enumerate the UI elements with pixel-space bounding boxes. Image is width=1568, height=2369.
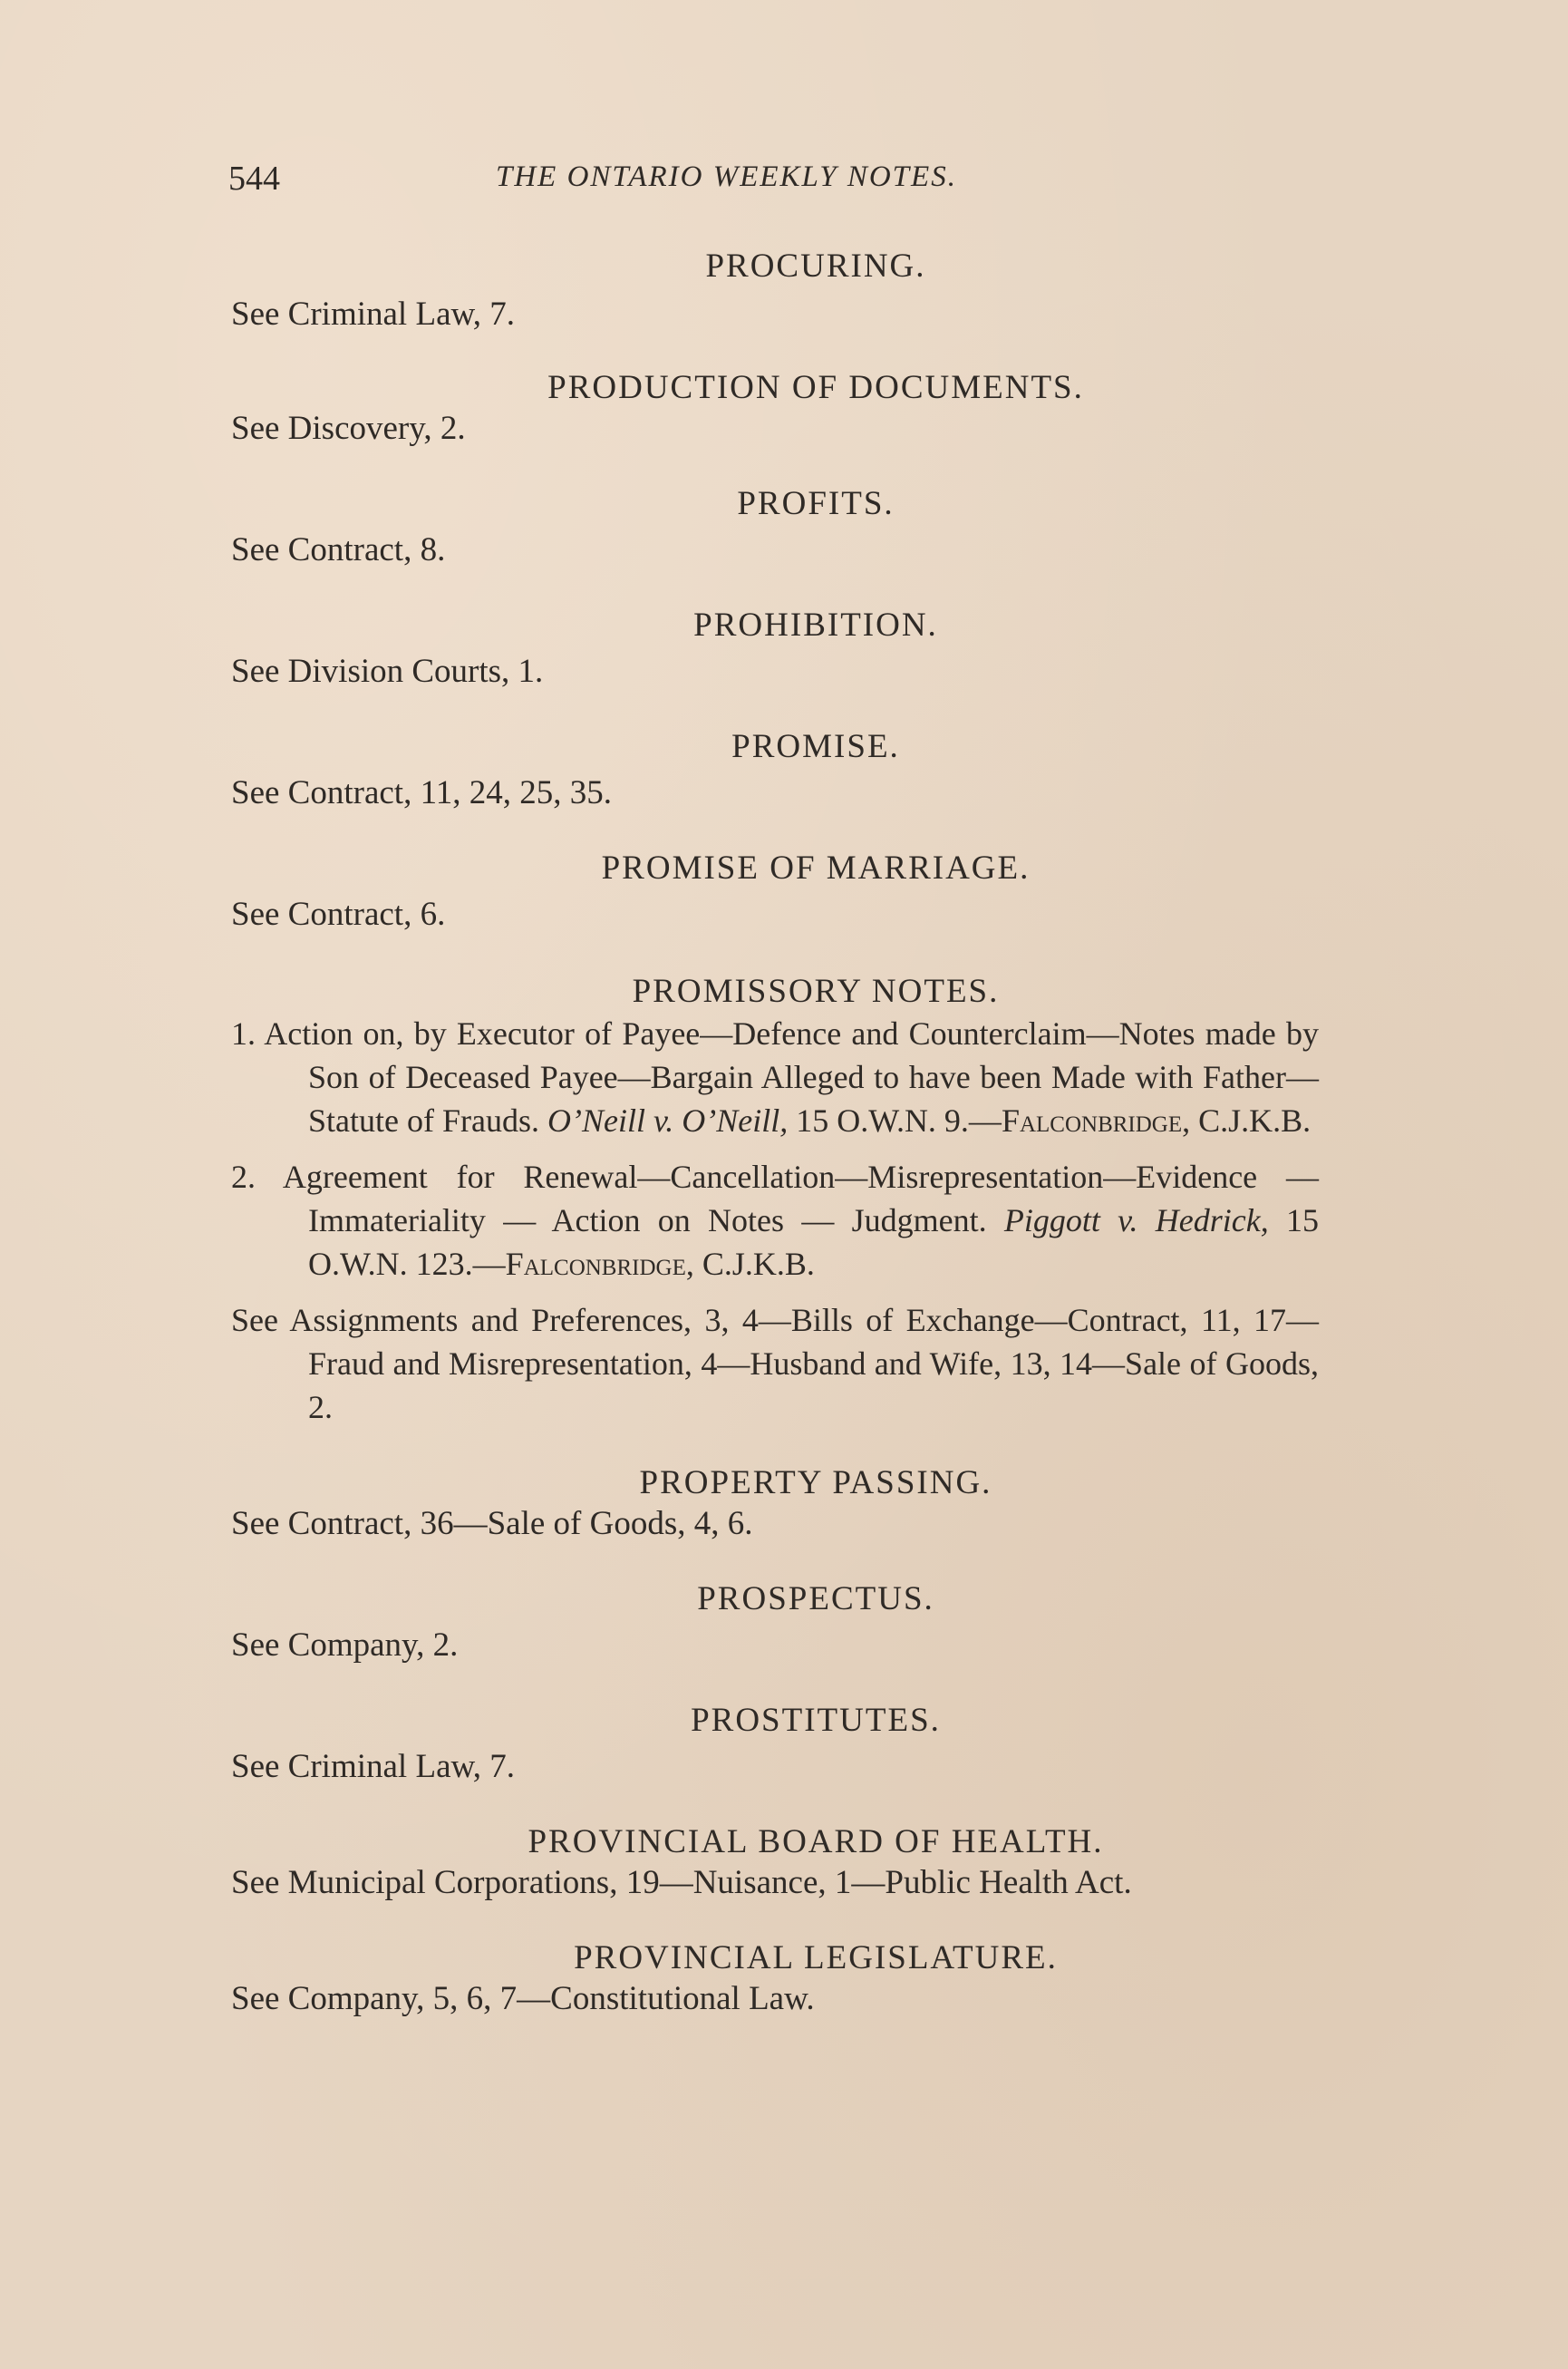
running-title: THE ONTARIO WEEKLY NOTES. bbox=[496, 160, 957, 193]
cross-reference: See Municipal Corporations, 19—Nuisance, 1—Public Health Act. bbox=[231, 1864, 1132, 1901]
section-heading: PRODUCTION OF DOCUMENTS. bbox=[547, 369, 1084, 406]
page-header bbox=[228, 159, 1325, 213]
cross-reference: See Contract, 36—Sale of Goods, 4, 6. bbox=[231, 1505, 753, 1542]
cross-reference: See Contract, 11, 24, 25, 35. bbox=[231, 774, 612, 811]
section-heading: PROSTITUTES. bbox=[691, 1702, 941, 1739]
cross-reference: See Criminal Law, 7. bbox=[231, 296, 516, 333]
section-heading: PROFITS. bbox=[737, 485, 895, 522]
index-section bbox=[231, 1579, 1319, 1666]
index-section bbox=[231, 1463, 1319, 1545]
cross-reference: See Company, 5, 6, 7—Constitutional Law. bbox=[231, 1980, 815, 2017]
index-section bbox=[231, 368, 1319, 450]
index-section bbox=[231, 1822, 1319, 1904]
index-section bbox=[231, 1938, 1319, 2020]
judge-name: Falconbridge, bbox=[505, 1246, 694, 1282]
section-heading: PROMISSORY NOTES. bbox=[632, 973, 1000, 1010]
cross-reference: See Assignments and Preferences, 3, 4—Bills of Exchange—Contract, 11, 17—Fraud and Misrepresentation, 4—Husband and Wife, 13, 14—Sale of Goods, 2. bbox=[231, 1302, 1319, 1425]
case-citation: O’Neill v. O’Neill, bbox=[547, 1102, 789, 1139]
index-body bbox=[231, 238, 1319, 2020]
index-section-promissory-notes bbox=[231, 972, 1319, 1429]
section-heading: PROMISE. bbox=[731, 728, 900, 765]
section-heading: PROHIBITION. bbox=[693, 607, 938, 644]
case-citation: Piggott v. Hedrick, bbox=[1003, 1202, 1269, 1238]
cross-reference: See Contract, 8. bbox=[231, 531, 446, 568]
cross-reference: See Contract, 6. bbox=[231, 896, 446, 933]
judge-name: Falconbridge, bbox=[1001, 1102, 1191, 1139]
cross-reference: See Division Courts, 1. bbox=[231, 653, 544, 690]
page-number: 544 bbox=[228, 160, 280, 198]
cross-reference: See Criminal Law, 7. bbox=[231, 1748, 516, 1785]
cross-reference: See Discovery, 2. bbox=[231, 410, 466, 447]
index-entry: 2. Agreement for Renewal—Cancellation—Misrepresentation—Evidence — Immateriality — Action on Notes — Judgment. Piggott v. Hedrick, 15 O.W.N. 123.—Falconbridge, C.J.K.B. bbox=[231, 1159, 1320, 1282]
section-heading: PROVINCIAL BOARD OF HEALTH. bbox=[528, 1823, 1104, 1860]
index-section bbox=[231, 247, 1319, 335]
section-heading: PROCURING. bbox=[705, 248, 926, 285]
section-heading: PROSPECTUS. bbox=[697, 1580, 934, 1617]
index-entry: 1. Action on, by Executor of Payee—Defence and Counterclaim—Notes made by Son of Deceased Payee—Bargain Alleged to have been Made with Father—Statute of Frauds. O’Neill v. O’Neill, 15 O.W.N. 9.—Falconbridge, C.J.K.B. bbox=[231, 1015, 1319, 1139]
index-section bbox=[231, 1701, 1319, 1788]
cross-reference: See Company, 2. bbox=[231, 1626, 459, 1664]
index-section bbox=[231, 727, 1319, 814]
section-heading: PROVINCIAL LEGISLATURE. bbox=[574, 1939, 1058, 1976]
section-heading: PROMISE OF MARRIAGE. bbox=[601, 850, 1031, 887]
index-section bbox=[231, 606, 1319, 693]
index-section bbox=[231, 484, 1319, 571]
index-section bbox=[231, 849, 1319, 936]
section-heading: PROPERTY PASSING. bbox=[639, 1464, 992, 1501]
